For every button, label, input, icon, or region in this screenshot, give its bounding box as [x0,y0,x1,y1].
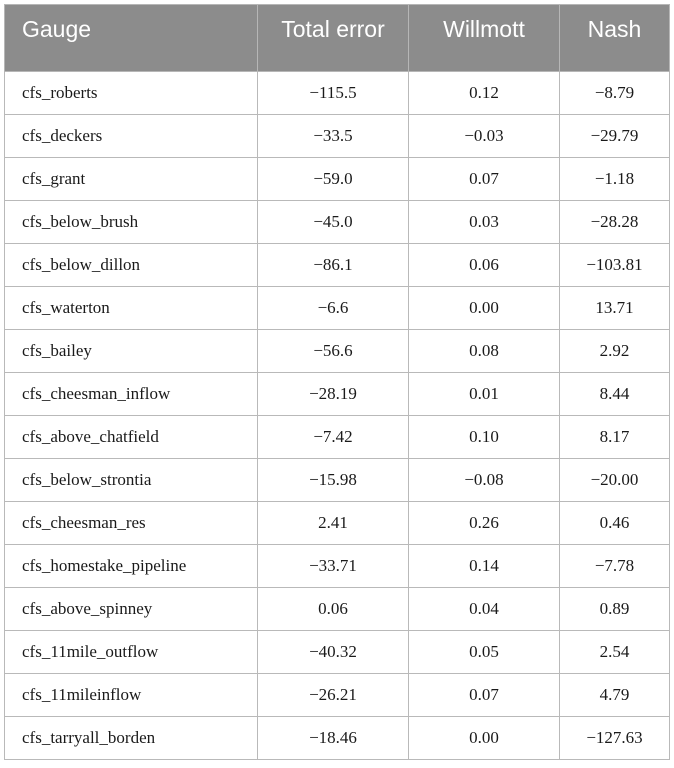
willmott-cell: 0.10 [409,416,560,459]
table-row [5,588,670,631]
nash-cell: −28.28 [560,201,670,244]
willmott-cell: 0.01 [409,373,560,416]
header-nash: Nash [560,5,670,72]
total-error-cell: −6.6 [258,287,409,330]
table-row [5,631,670,674]
willmott-cell: 0.07 [409,674,560,717]
total-error-cell: −115.5 [258,72,409,115]
willmott-cell: 0.03 [409,201,560,244]
gauge-cell: cfs_below_strontia [5,459,258,502]
total-error-cell: −40.32 [258,631,409,674]
nash-cell: −127.63 [560,717,670,760]
gauge-cell: cfs_11mile_outflow [5,631,258,674]
total-error-cell: −18.46 [258,717,409,760]
gauge-cell: cfs_below_dillon [5,244,258,287]
nash-cell: 13.71 [560,287,670,330]
gauge-cell: cfs_11mileinflow [5,674,258,717]
willmott-cell: 0.08 [409,330,560,373]
total-error-cell: −33.5 [258,115,409,158]
nash-cell: 0.89 [560,588,670,631]
nash-cell: −7.78 [560,545,670,588]
table-row [5,416,670,459]
table-row [5,72,670,115]
willmott-cell: 0.12 [409,72,560,115]
gauge-cell: cfs_grant [5,158,258,201]
header-total-error: Total error [258,5,409,72]
table-body [5,72,670,760]
table-header [5,5,670,72]
nash-cell: 8.44 [560,373,670,416]
willmott-cell: 0.26 [409,502,560,545]
table-row [5,717,670,760]
gauge-cell: cfs_cheesman_inflow [5,373,258,416]
total-error-cell: −7.42 [258,416,409,459]
willmott-cell: 0.00 [409,287,560,330]
table-row [5,244,670,287]
nash-cell: −29.79 [560,115,670,158]
table-row [5,158,670,201]
header-row [5,5,670,72]
nash-cell: 8.17 [560,416,670,459]
table-row [5,502,670,545]
total-error-cell: −28.19 [258,373,409,416]
willmott-cell: 0.00 [409,717,560,760]
gauge-error-table [4,4,670,760]
table-row [5,201,670,244]
total-error-cell: −26.21 [258,674,409,717]
nash-cell: 2.92 [560,330,670,373]
gauge-cell: cfs_above_spinney [5,588,258,631]
nash-cell: −103.81 [560,244,670,287]
nash-cell: −8.79 [560,72,670,115]
willmott-cell: 0.14 [409,545,560,588]
table-row [5,115,670,158]
nash-cell: 4.79 [560,674,670,717]
total-error-cell: 0.06 [258,588,409,631]
table-row [5,459,670,502]
nash-cell: −1.18 [560,158,670,201]
total-error-cell: −45.0 [258,201,409,244]
willmott-cell: 0.07 [409,158,560,201]
gauge-cell: cfs_waterton [5,287,258,330]
nash-cell: 0.46 [560,502,670,545]
total-error-cell: −59.0 [258,158,409,201]
total-error-cell: −33.71 [258,545,409,588]
gauge-cell: cfs_roberts [5,72,258,115]
gauge-cell: cfs_cheesman_res [5,502,258,545]
willmott-cell: 0.05 [409,631,560,674]
willmott-cell: −0.08 [409,459,560,502]
willmott-cell: 0.04 [409,588,560,631]
header-gauge: Gauge [5,5,258,72]
table-row [5,373,670,416]
nash-cell: 2.54 [560,631,670,674]
total-error-cell: −56.6 [258,330,409,373]
willmott-cell: 0.06 [409,244,560,287]
total-error-cell: −86.1 [258,244,409,287]
table-row [5,330,670,373]
table-row [5,287,670,330]
nash-cell: −20.00 [560,459,670,502]
table-row [5,545,670,588]
gauge-cell: cfs_homestake_pipeline [5,545,258,588]
gauge-cell: cfs_above_chatfield [5,416,258,459]
gauge-cell: cfs_below_brush [5,201,258,244]
total-error-cell: −15.98 [258,459,409,502]
table-row [5,674,670,717]
willmott-cell: −0.03 [409,115,560,158]
header-willmott: Willmott [409,5,560,72]
gauge-cell: cfs_tarryall_borden [5,717,258,760]
gauge-cell: cfs_bailey [5,330,258,373]
gauge-cell: cfs_deckers [5,115,258,158]
total-error-cell: 2.41 [258,502,409,545]
